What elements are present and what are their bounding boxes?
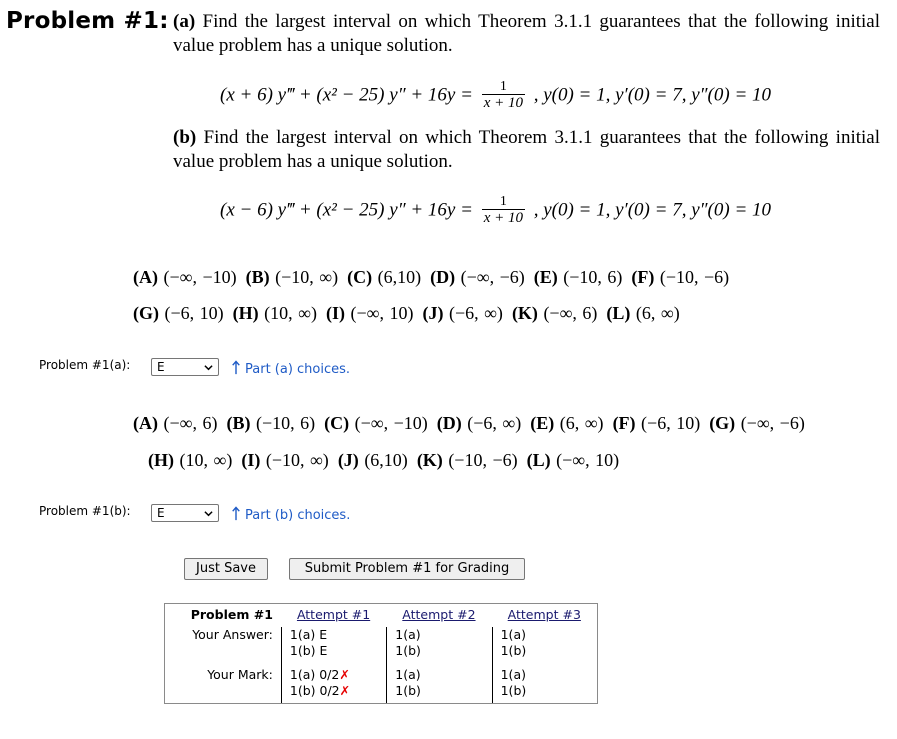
part-a-choice: [347, 267, 421, 287]
attempt-2-answer-a: 1(a): [395, 627, 421, 642]
attempt-1-mark-a: 1(a) 0/2: [289, 667, 340, 682]
attempts-header-row: [165, 604, 597, 627]
part-a-choice: [422, 303, 502, 323]
part-a-eq-body: y‴ + (x² − 25) y″ + 16y =: [277, 84, 473, 106]
fraction-numerator: 1: [499, 79, 507, 94]
problem-heading: Problem #1:: [6, 8, 169, 34]
choice-interval: (6,10): [377, 267, 422, 287]
attempt-2-mark: [386, 667, 491, 703]
part-b-equation: [220, 195, 771, 227]
choice-label: (A): [133, 267, 158, 287]
your-mark-row: [165, 667, 597, 703]
choice-label: (D): [430, 267, 456, 287]
choice-interval: (−6, ∞): [467, 413, 522, 433]
attempt-1-answer-a: 1(a) E: [289, 627, 328, 642]
choice-label: (F): [631, 267, 655, 287]
attempt-2-header[interactable]: Attempt #2: [402, 607, 476, 622]
choice-label: (K): [416, 450, 443, 470]
choice-label: (I): [325, 303, 345, 323]
part-a-choice: [326, 303, 413, 323]
spacer-row: [165, 659, 597, 667]
part-b-eq-coeff: (x − 6): [220, 199, 273, 221]
part-a-choice: [246, 267, 338, 287]
choice-interval: (−∞, 6): [543, 303, 598, 323]
chevron-down-icon: [204, 363, 213, 372]
choice-label: (E): [533, 267, 558, 287]
attempt-1-mark-a-row: [290, 667, 378, 683]
part-b-eq-body: y‴ + (x² − 25) y″ + 16y =: [277, 199, 473, 221]
choice-interval: (−∞, −10): [354, 413, 428, 433]
part-b-choices-line-2: [148, 450, 628, 471]
part-b-choice: [338, 450, 408, 470]
choice-interval: (−10, 6): [563, 267, 623, 287]
attempt-3-answer-a: 1(a): [500, 627, 526, 642]
answer-a-hint: [231, 360, 350, 377]
choice-interval: (−6, 10): [164, 303, 224, 323]
choice-interval: (−∞, 6): [163, 413, 218, 433]
wrong-x-icon: ✗: [339, 683, 351, 698]
spacer-cell: [386, 659, 491, 667]
your-answer-row: [165, 627, 597, 659]
choice-interval: (−∞, −6): [460, 267, 525, 287]
choice-label: (B): [226, 413, 251, 433]
your-mark-label: Your Mark:: [207, 667, 273, 682]
choice-interval: (6, ∞): [635, 303, 680, 323]
fraction-denominator: x + 10: [483, 210, 523, 226]
chevron-down-icon: [204, 509, 213, 518]
part-b-choice: [437, 413, 521, 433]
choice-label: (D): [436, 413, 462, 433]
choice-interval: (−∞, 10): [556, 450, 620, 470]
choice-label: (H): [148, 450, 174, 470]
part-a-fraction: [482, 80, 525, 112]
choice-interval: (−∞, 10): [350, 303, 414, 323]
answer-b-hint: [231, 506, 350, 523]
attempt-1-answer-b: 1(b) E: [289, 643, 328, 658]
part-a-choice: [133, 303, 224, 323]
just-save-button[interactable]: Just Save: [184, 558, 268, 580]
submit-button[interactable]: Submit Problem #1 for Grading: [289, 558, 525, 580]
part-b-question: [173, 126, 880, 174]
arrow-up-icon: [231, 360, 241, 375]
choice-label: (E): [530, 413, 555, 433]
part-a-text: Find the largest interval on which Theorem 3.1.1 guarantees that the following initial value problem has a unique solution.: [173, 11, 880, 56]
part-b-choice: [148, 450, 232, 470]
choice-interval: (−∞, −6): [740, 413, 805, 433]
part-b-choice: [133, 413, 217, 433]
answer-b-select[interactable]: [151, 504, 219, 522]
choice-label: (J): [422, 303, 444, 323]
attempt-2-answer: [386, 627, 491, 659]
choice-label: (C): [347, 267, 373, 287]
attempt-3-answer-b: 1(b): [500, 643, 527, 658]
choice-label: (G): [133, 303, 159, 323]
part-b-label: (b): [173, 127, 197, 148]
answer-b-label: Problem #1(b):: [39, 504, 131, 518]
answer-b-hint-text: Part (b) choices.: [245, 508, 351, 523]
spacer-cell: [281, 659, 386, 667]
choice-label: (H): [232, 303, 259, 323]
choice-label: (G): [709, 413, 736, 433]
choice-interval: (10, ∞): [179, 450, 233, 470]
part-b-choice: [324, 413, 428, 433]
part-a-choice: [430, 267, 525, 287]
attempts-table: [164, 603, 598, 704]
fraction-denominator: x + 10: [483, 95, 523, 111]
wrong-x-icon: ✗: [339, 667, 350, 682]
answer-b-selected-value: E: [157, 506, 165, 520]
part-a-choices-line-1: [133, 267, 738, 288]
fraction-numerator: 1: [499, 194, 507, 209]
answer-a-label: Problem #1(a):: [39, 358, 131, 372]
part-a-choice: [512, 303, 597, 323]
attempt-2-answer-b: 1(b): [395, 643, 421, 658]
choice-label: (C): [324, 413, 350, 433]
spacer-cell: [165, 659, 281, 667]
choice-label: (K): [511, 303, 538, 323]
choice-interval: (6,10): [364, 450, 408, 470]
attempt-1-mark: [281, 667, 386, 703]
choice-interval: (−6, ∞): [448, 303, 503, 323]
part-b-choice: [613, 413, 701, 433]
attempts-title: Problem #1: [190, 607, 273, 622]
answer-a-select[interactable]: [151, 358, 219, 376]
attempt-1-header[interactable]: Attempt #1: [296, 607, 371, 622]
part-a-choice: [233, 303, 317, 323]
attempt-3-mark: [492, 667, 597, 703]
spacer-cell: [492, 659, 597, 667]
attempt-3-header[interactable]: Attempt #3: [507, 607, 581, 622]
part-a-choice: [133, 267, 237, 287]
part-b-conditions: , y(0) = 1, y′(0) = 7, y″(0) = 10: [533, 199, 772, 221]
part-a-choices-line-2: [133, 303, 689, 324]
part-b-choice: [241, 450, 328, 470]
choice-interval: (−∞, −10): [163, 267, 237, 287]
part-b-choice: [527, 450, 619, 470]
attempt-3-mark-a: 1(a): [500, 667, 526, 682]
choice-interval: (−10, ∞): [265, 450, 329, 470]
part-b-fraction: [482, 195, 525, 227]
attempt-3-answer: [492, 627, 597, 659]
your-answer-label: Your Answer:: [192, 627, 273, 642]
arrow-up-icon: [231, 506, 241, 521]
part-b-text: Find the largest interval on which Theorem 3.1.1 guarantees that the following initial value problem has a unique solution.: [173, 127, 880, 172]
choice-interval: (−6, 10): [641, 413, 701, 433]
part-a-question: [173, 10, 880, 58]
part-a-conditions: , y(0) = 1, y′(0) = 7, y″(0) = 10: [533, 84, 772, 106]
part-b-choice: [226, 413, 315, 433]
choice-interval: (−10, −6): [448, 450, 518, 470]
part-b-choice: [530, 413, 603, 433]
choice-label: (A): [133, 413, 158, 433]
answer-a-hint-text: Part (a) choices.: [245, 362, 351, 377]
choice-interval: (10, ∞): [264, 303, 317, 323]
choice-interval: (6, ∞): [559, 413, 604, 433]
attempt-1-mark-b-row: [290, 683, 378, 699]
choice-interval: (−10, 6): [255, 413, 316, 433]
part-a-choice: [631, 267, 729, 287]
part-b-choices-line-1: [133, 413, 814, 434]
part-b-choice: [417, 450, 518, 470]
part-a-choice: [534, 267, 623, 287]
choice-interval: (−10, ∞): [275, 267, 339, 287]
attempt-1-mark-b: 1(b) 0/2: [289, 683, 340, 698]
choice-label: (I): [241, 450, 261, 470]
part-b-choice: [709, 413, 805, 433]
choice-label: (J): [337, 450, 359, 470]
attempt-3-mark-b: 1(b): [500, 683, 527, 698]
choice-label: (L): [606, 303, 631, 323]
part-a-eq-coeff: (x + 6): [220, 84, 273, 106]
attempt-1-answer: [281, 627, 386, 659]
choice-label: (B): [245, 267, 270, 287]
attempt-2-mark-b: 1(b): [395, 683, 421, 698]
part-a-equation: [220, 80, 771, 112]
attempt-2-mark-a: 1(a): [395, 667, 421, 682]
choice-label: (F): [612, 413, 636, 433]
choice-interval: (−10, −6): [659, 267, 730, 287]
part-a-label: (a): [173, 11, 196, 32]
choice-label: (L): [526, 450, 551, 470]
part-a-choice: [606, 303, 679, 323]
answer-a-selected-value: E: [157, 360, 165, 374]
